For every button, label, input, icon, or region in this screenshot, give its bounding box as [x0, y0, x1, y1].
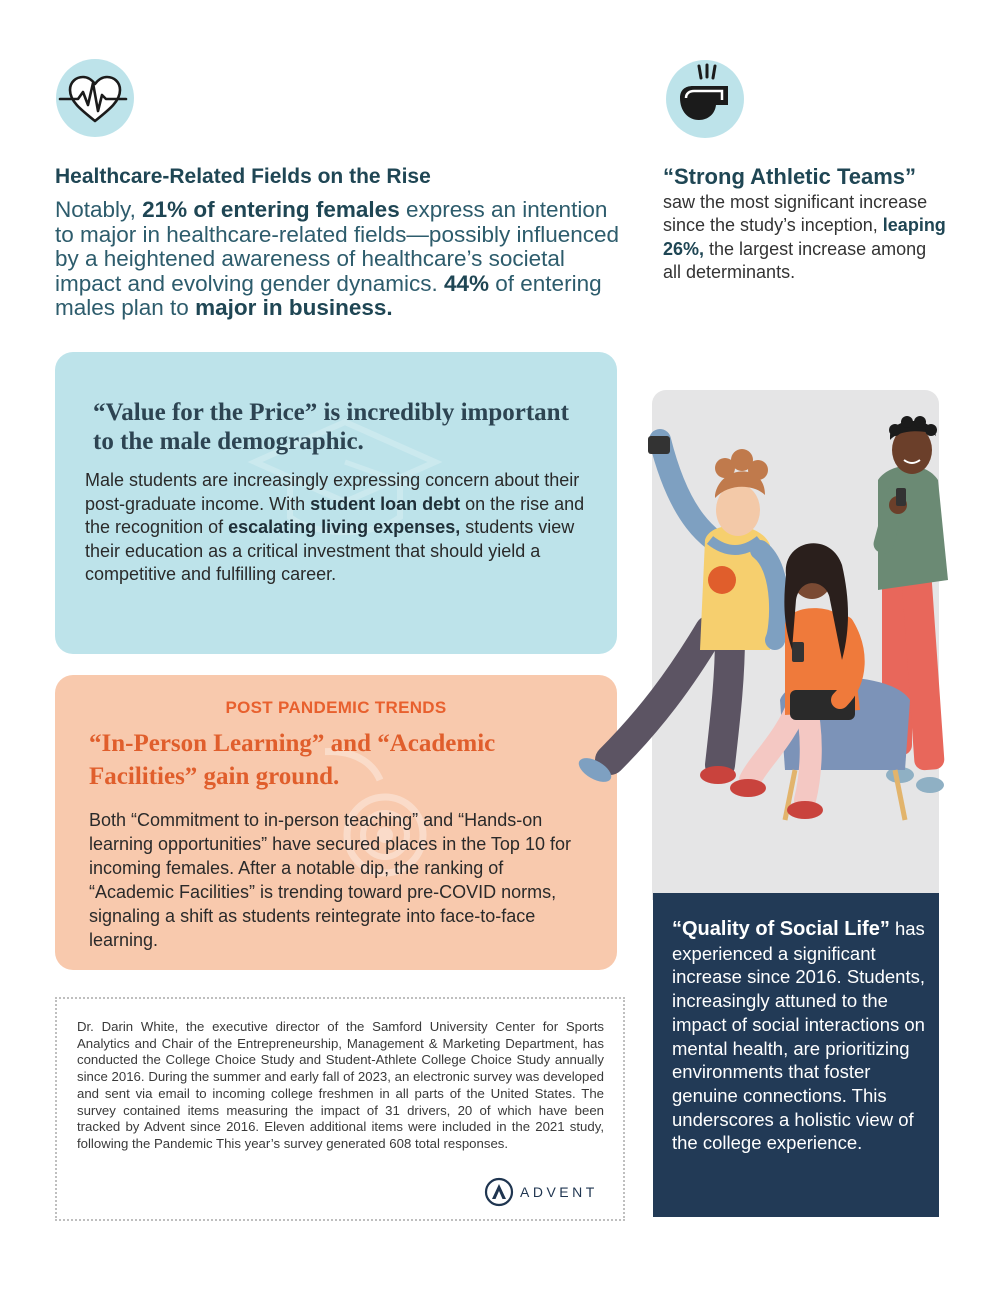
students-with-phones-illustration [560, 400, 950, 855]
social-life-card [653, 893, 939, 1217]
heart-pulse-icon [56, 59, 134, 137]
social-life-text: “Quality of Social Life” has experienced a significant increase since 2016. Students, increasingly attuned to the impact of social interactions on mental health, are prioritizing environments that foster genuine connections. This underscores a holistic view of the college experience. [672, 918, 925, 1154]
methodology-box [55, 997, 625, 1221]
value-heading: “Value for the Price” is incredibly important to the male demographic. [93, 399, 569, 455]
advent-logo [484, 1177, 598, 1212]
student-left [575, 436, 779, 787]
advent-wordmark: ADVENT [520, 1184, 598, 1200]
post-pandemic-kicker: POST PANDEMIC TRENDS [225, 698, 447, 717]
in-person-body: Both “Commitment to in-person teaching” and “Hands-on learning opportunities” have secured places in the Top 10 for incoming females. After a notable dip, the ranking of “Academic Facilities” is trending toward pre-COVID norms, signaling a shift as students reintegrate into face-to-face learning. [89, 810, 571, 950]
methodology-text: Dr. Darin White, the executive director of the Samford University Center for Sports Analytics and Chair of the Entrepreneurship, Management & Marketing Department, has conducted the College Choice Study and Student-Athlete College Choice Study annually since 2016. During the summer and early fall of 2023, an electronic survey was developed and sent via email to incoming college freshmen in all parts of the United States. The survey contained items measuring the impact of 31 drivers, 20 of which have been tracked by Advent since 2016. Eleven additional items were included in the 2021 study, following the Pandemic This year’s survey generated 608 total responses. [77, 1019, 604, 1151]
athletic-quote: “Strong Athletic Teams” [663, 164, 917, 189]
social-life-quote: “Quality of Social Life” [672, 918, 890, 940]
value-body: Male students are increasingly expressing concern about their post-graduate income. With student loan debt on the rise and the recognition of escalating living expenses, students view their education as a critical investment that should yield a competitive and fulfilling career. [85, 470, 585, 584]
healthcare-body: Notably, 21% of entering females express an intention to major in healthcare-related fields—possibly influenced by a heightened awareness of healthcare’s societal impact and evolving gender dynamics. 44% of entering males plan to major in business. [55, 197, 620, 320]
athletic-teams-text: “Strong Athletic Teams” saw the most significant increase since the study’s inception, leaping 26%, the largest increase among all determinants. [663, 164, 946, 282]
healthcare-title: Healthcare-Related Fields on the Rise [55, 165, 431, 188]
whistle-icon [666, 60, 744, 138]
in-person-heading: “In-Person Learning” and “Academic Facilities” gain ground. [89, 730, 496, 790]
value-for-price-card [55, 352, 617, 654]
advent-logo-icon [484, 1177, 514, 1207]
post-pandemic-card [55, 675, 617, 970]
